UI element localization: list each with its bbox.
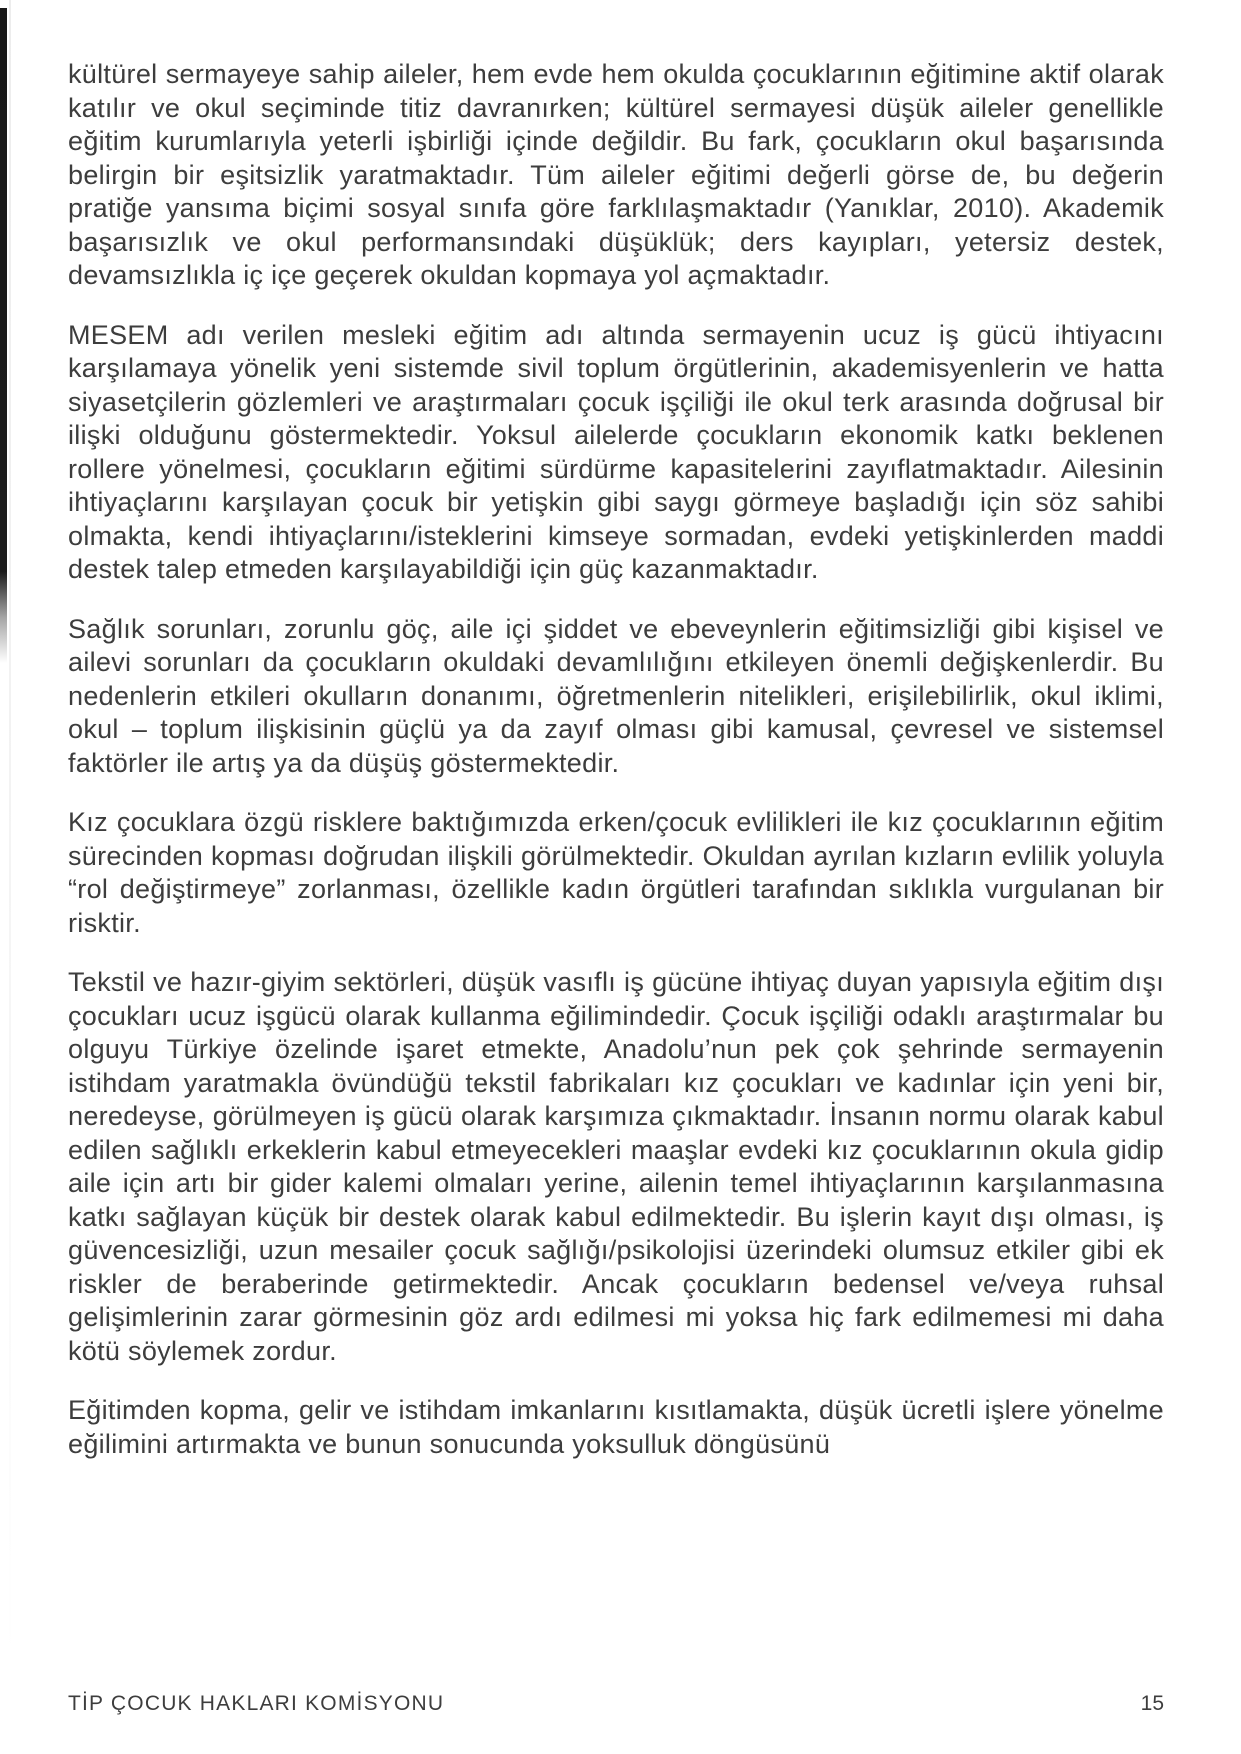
body-paragraph: Eğitimden kopma, gelir ve istihdam imkanlarını kısıtlamakta, düşük ücretli işlere yönelme eğilimini artırmakta ve bunun sonucunda yoksulluk döngüsünü bbox=[68, 1395, 1164, 1459]
scan-edge-faint-line bbox=[9, 0, 11, 1754]
body-paragraph: Sağlık sorunları, zorunlu göç, aile içi şiddet ve ebeveynlerin eğitimsizliği gibi kişisel ve ailevi sorunları da çocukların okuldaki devamlılığını etkileyen önemli değişkenlerdir. Bu nedenlerin etkileri okulların donanımı, öğretmenlerin nitelikleri, erişilebilirlik, okul iklimi, okul – toplum ilişkisinin güçlü ya da zayıf olması gibi kamusal, çevresel ve sistemsel faktörler ile artış ya da düşüş göstermektedir. bbox=[68, 613, 1164, 778]
body-paragraph: kültürel sermayeye sahip aileler, hem evde hem okulda çocuklarının eğitimine aktif olarak katılır ve okul seçiminde titiz davranırken; kültürel sermayesi düşük aileler genellikle eğitim kurumlarıyla yeterli işbirliği içinde değildir. Bu fark, çocukların okul başarısında belirgin bir eşitsizlik yaratmaktadır. Tüm aileler eğitimi değerli görse de, bu değerin pratiğe yansıma biçimi sosyal sınıfa göre farklılaşmaktadır (Yanıklar, 2010). Akademik başarısızlık ve okul performansındaki düşüklük; ders kayıpları, yetersiz destek, devamsızlıkla iç içe geçerek okuldan kopmaya yol açmaktadır. bbox=[68, 59, 1164, 290]
body-paragraph: MESEM adı verilen mesleki eğitim adı altında sermayenin ucuz iş gücü ihtiyacını karşılamaya yönelik yeni sistemde sivil toplum örgütlerinin, akademisyenlerin ve hatta siyasetçilerin gözlemleri ve araştırmaları çocuk işçiliği ile okul terk arasında doğrusal bir ilişki olduğunu göstermektedir. Yoksul ailelerde çocukların ekonomik katkı beklenen rollere yönelmesi, çocukların eğitimi sürdürme kapasitelerini zayıflatmaktadır. Ailesinin ihtiyaçlarını karşılayan çocuk bir yetişkin gibi saygı görmeye başladığı için söz sahibi olmakta, kendi ihtiyaçlarını/isteklerini kimseye sormadan, evdeki yetişkinlerden maddi destek talep etmeden karşılayabildiği için güç kazanmaktadır. bbox=[68, 319, 1164, 584]
body-paragraph: Tekstil ve hazır-giyim sektörleri, düşük vasıflı iş gücüne ihtiyaç duyan yapısıyla eğitim dışı çocukları ucuz işgücü olarak kullanma eğilimindedir. Çocuk işçiliği odaklı araştırmalar bu olguyu Türkiye özelinde işaret etmekte, Anadolu’nun pek çok şehrinde sermayenin istihdam yaratmakla övündüğü tekstil fabrikaları kız çocukları ve kadınlar için yeni bir, neredeyse, görülmeyen iş gücü olarak karşımıza çıkmaktadır. İnsanın normu olarak kabul edilen sağlıklı erkeklerin kabul etmeyecekleri maaşlar evdeki kız çocuklarının okula gidip aile için artı bir gider kalemi olmaları yerine, ailenin temel ihtiyaçlarının karşılanmasına katkı sağlayan küçük bir destek olarak kabul edilmektedir. Bu işlerin kayıt dışı olması, iş güvencesizliği, uzun mesailer çocuk sağlığı/psikolojisi üzerindeki olumsuz etkiler gibi ek riskler de beraberinde getirmektedir. Ancak çocukların bedensel ve/veya ruhsal gelişimlerinin zarar görmesinin göz ardı edilmesi mi yoksa hiç fark edilmemesi mi daha kötü söylemek zordur. bbox=[68, 967, 1164, 1366]
page-number: 15 bbox=[1140, 1692, 1164, 1715]
footer-organization: TİP ÇOCUK HAKLARI KOMİSYONU bbox=[68, 1692, 445, 1715]
body-paragraph: Kız çocuklara özgü risklere baktığımızda erken/çocuk evlilikleri ile kız çocuklarının eğitim sürecinden kopması doğrudan ilişkili görülmektedir. Okuldan ayrılan kızların evlilik yoluyla “rol değiştirmeye” zorlanması, özellikle kadın örgütleri tarafından sıklıkla vurgulanan bir risktir. bbox=[68, 807, 1164, 938]
page-footer bbox=[68, 1692, 1164, 1716]
scan-edge-shadow bbox=[0, 8, 7, 663]
page-body-text bbox=[68, 58, 1164, 1487]
